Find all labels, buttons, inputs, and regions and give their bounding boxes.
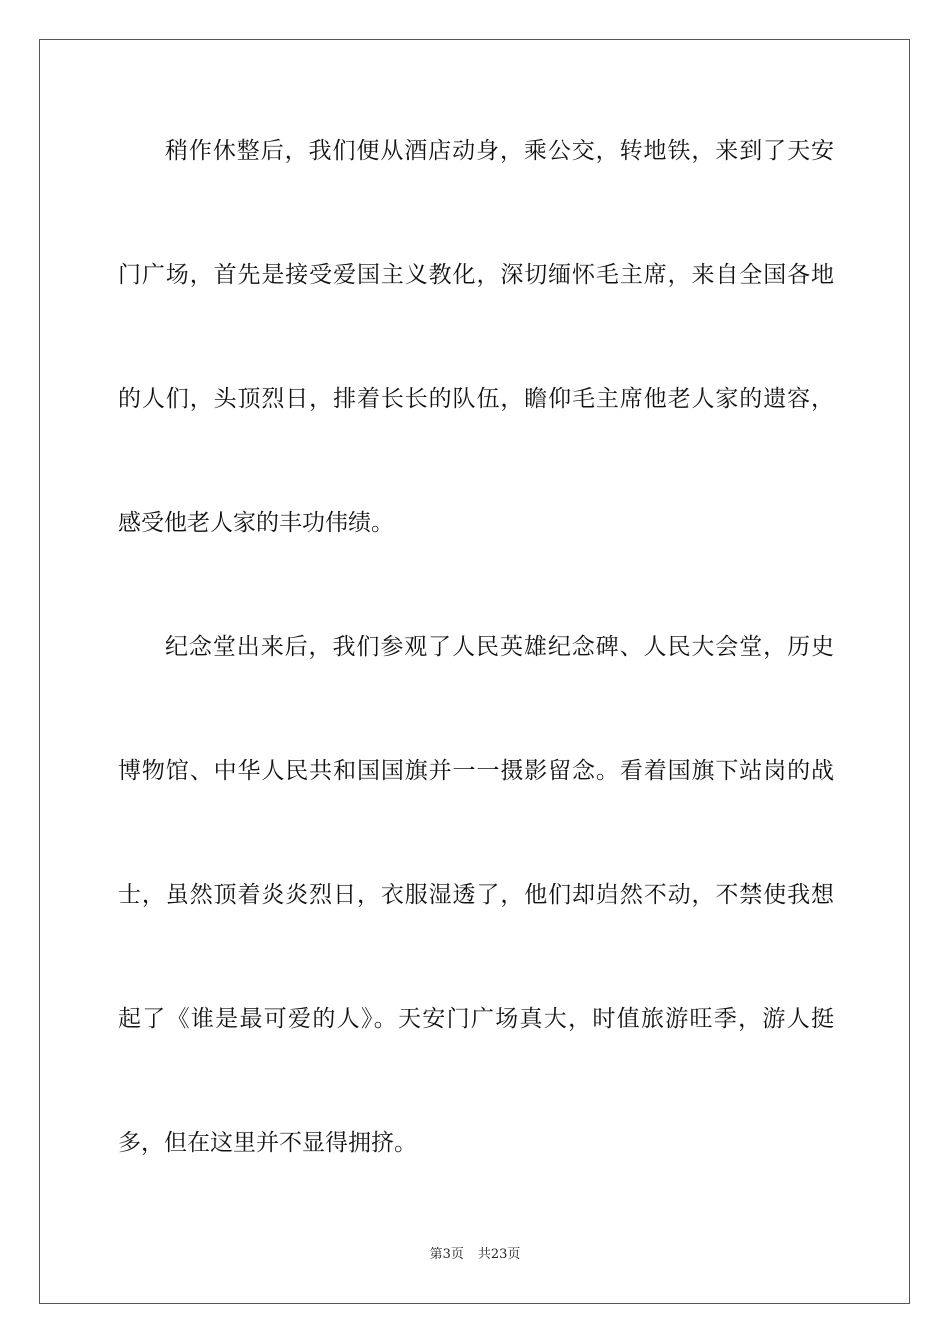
paragraph-2-line-4: 起了《谁是最可爱的人》。天安门广场真大，时值旅游旺季，游人挺	[118, 1006, 834, 1032]
page-number: 第3页	[429, 1247, 464, 1262]
page-frame	[39, 39, 910, 1304]
page-footer	[0, 1245, 950, 1265]
paragraph-1-line-4: 感受他老人家的丰功伟绩。	[118, 510, 394, 536]
paragraph-2-line-2: 博物馆、中华人民共和国国旗并一一摄影留念。看着国旗下站岗的战	[118, 758, 834, 784]
paragraph-2-line-5: 多，但在这里并不显得拥挤。	[118, 1130, 417, 1156]
paragraph-2-line-3: 士，虽然顶着炎炎烈日，衣服湿透了，他们却岿然不动，不禁使我想	[118, 882, 834, 908]
page-total: 共23页	[477, 1247, 521, 1262]
paragraph-1-line-2: 门广场，首先是接受爱国主义教化，深切缅怀毛主席，来自全国各地	[118, 262, 834, 288]
paragraph-2-line-1: 纪念堂出来后，我们参观了人民英雄纪念碑、人民大会堂，历史	[165, 634, 834, 660]
paragraph-1-line-1: 稍作休整后，我们便从酒店动身，乘公交，转地铁，来到了天安	[165, 138, 834, 164]
paragraph-1-line-3: 的人们，头顶烈日，排着长长的队伍，瞻仰毛主席他老人家的遗容，	[118, 386, 834, 412]
